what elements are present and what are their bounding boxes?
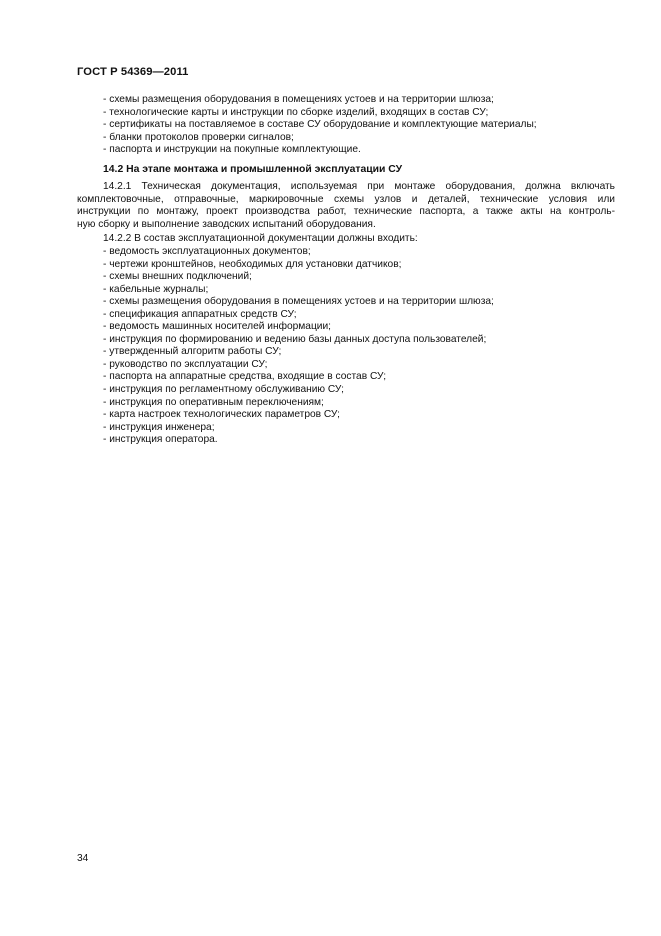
list-item: - технологические карты и инструкции по сборке изделий, входящих в состав СУ; [103,106,489,118]
paragraph-line: 14.2.1 Техническая документация, используемая при монтаже оборудования, должна включать [103,181,615,192]
list-item: - инструкция оператора. [103,434,218,446]
list-item: - карта настроек технологических параметров СУ; [103,409,341,421]
list-item: - руководство по эксплуатации СУ; [103,358,268,370]
list-item: - паспорта на аппаратные средства, входящие в состав СУ; [103,371,387,383]
list-item: - спецификация аппаратных средств СУ; [103,308,297,320]
page-number: 34 [77,853,89,864]
list-item: - паспорта и инструкции на покупные комплектующие. [103,144,361,156]
section-heading: 14.2 На этапе монтажа и промышленной эксплуатации СУ [103,164,403,175]
standard-code-header: ГОСТ Р 54369—2011 [77,66,189,78]
list-item: - ведомость эксплуатационных документов; [103,246,311,257]
paragraph-14-2-2: 14.2.2 В состав эксплуатационной документации должны входить: [103,233,418,244]
list-item: - инструкция инженера; [103,421,215,433]
paragraph-line: ную сборку и выполнение заводских испытаний оборудования. [77,218,376,230]
document-list-top [103,94,537,157]
paragraph-14-2-1 [77,181,615,231]
list-item: - бланки протоколов проверки сигналов; [103,131,294,143]
list-item: - кабельные журналы; [103,283,209,295]
list-item: - инструкция по формированию и ведению базы данных доступа пользователей; [103,333,487,345]
paragraph-line: инструкции по монтажу, проект производства работ, технические паспорта, а также акты на контроль- [77,206,615,218]
list-item: - схемы размещения оборудования в помещениях устоев и на территории шлюза; [103,94,494,105]
list-item: - инструкция по оперативным переключениям; [103,396,324,408]
list-item: - чертежи кронштейнов, необходимых для установки датчиков; [103,258,402,270]
paragraph-line: комплектовочные, отправочные, маркировочные схемы узлов и деталей, технические условия или [77,193,615,205]
list-item: - инструкция по регламентному обслуживанию СУ; [103,384,345,396]
list-item: - сертификаты на поставляемое в составе СУ оборудование и комплектующие материалы; [103,119,537,131]
list-item: - схемы размещения оборудования в помещениях устоев и на территории шлюза; [103,296,494,308]
list-item: - утвержденный алгоритм работы СУ; [103,346,282,358]
document-list-bottom [103,246,494,447]
list-item: - схемы внешних подключений; [103,271,252,283]
list-item: - ведомость машинных носителей информации; [103,321,332,333]
